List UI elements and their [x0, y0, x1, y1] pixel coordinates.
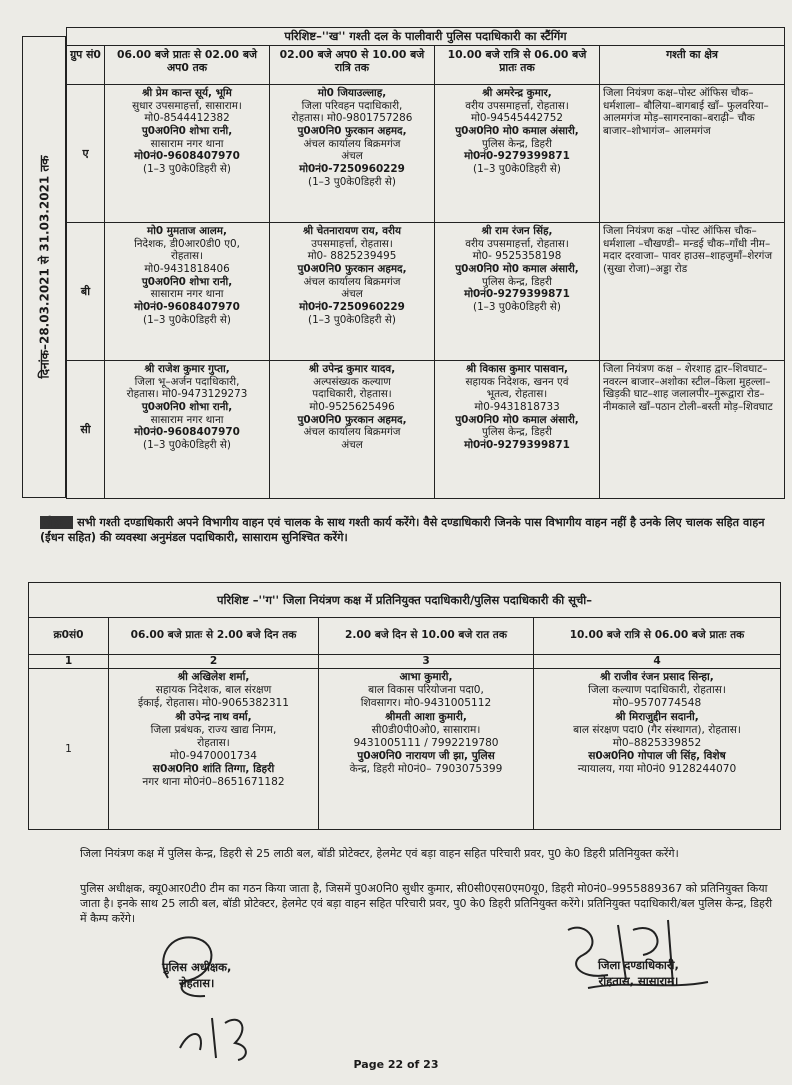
- officer-line: रोहतास। मो0-9473129273: [126, 388, 248, 401]
- col-header-shift1: 06.00 बजे प्रातः से 02.00 बजे अप0 तक: [105, 46, 270, 85]
- patrol-area: जिला नियंत्रण कक्ष–पोस्ट ऑफिस चौक–धर्मशाला– बौलिया–बागबाई खाँ– फुलवरिया–आलमगंज मोड़–सागरनाका–बराढ़ी– चौक बाजार–शोभागंज– आलमगंज: [600, 85, 785, 223]
- officer-cell: [435, 223, 600, 361]
- col-number: 4: [534, 655, 781, 669]
- officer-line: अंचल कार्यालय बिक्रमगंज: [303, 426, 401, 439]
- officer-line: मो0-9470001734: [169, 749, 258, 762]
- officer-line: स0अ0नि0 शांति तिग्गा, डिहरी: [152, 763, 275, 775]
- officer-cell: [105, 223, 270, 361]
- officer-line: सहायक निदेशक, बाल संरक्षण: [155, 684, 272, 697]
- officer-line: न्यायालय, गया मो0नं0 9128244070: [577, 763, 737, 775]
- officer-cell: [105, 85, 270, 223]
- signature-left-scribble: [150, 918, 310, 1068]
- officer-line: (1–3 पु0के0डिहरी से): [143, 163, 231, 176]
- officer-line: आभा कुमारी,: [399, 671, 453, 684]
- officer-line: पु0अ0नि0 फुरकान अहमद,: [297, 263, 407, 276]
- officer-line: रोहतास।: [170, 250, 204, 263]
- col-header-shift3: 10.00 बजे रात्रि से 06.00 बजे प्रातः तक: [534, 618, 781, 655]
- group-label: ए: [67, 85, 105, 223]
- officer-line: सासाराम नगर थाना: [150, 413, 224, 426]
- note-tag: नोट:–: [40, 516, 73, 529]
- officer-line: (1–3 पु0के0डिहरी से): [143, 313, 231, 326]
- officer-line: श्री चेतनारायण राय, वरीय: [302, 225, 402, 237]
- officer-line: श्रीमती आशा कुमारी,: [385, 710, 467, 723]
- officer-line: मो0 मुमताज आलम,: [147, 225, 227, 237]
- col-header-shift1: 06.00 बजे प्रातः से 2.00 बजे दिन तक: [109, 618, 319, 655]
- officer-line: वरीय उपसमाहर्त्ता, रोहतास।: [465, 99, 569, 112]
- signature-right-line: रोहतास, सासाराम।: [598, 973, 679, 988]
- officer-line: जिला भू–अर्जन पदाधिकारी,: [134, 375, 240, 388]
- officer-line: श्री उपेन्द्र कुमार यादव,: [308, 363, 396, 375]
- officer-line: पु0अ0नि0 मो0 कमाल अंसारी,: [455, 263, 579, 276]
- officer-line: मो0नं0-9608407970: [134, 150, 240, 163]
- col-header-shift3: 10.00 बजे रात्रि से 06.00 बजे प्रातः तक: [435, 46, 600, 85]
- officer-line: मो0नं0-7250960229: [299, 163, 405, 176]
- officer-cell: [319, 669, 534, 830]
- officer-line: पु0अ0नि0 मो0 कमाल अंसारी,: [455, 125, 579, 138]
- officer-line: मो0-9525625496: [309, 401, 395, 414]
- officer-line: स0अ0नि0 गोपाल जी सिंह, विशेष: [588, 749, 726, 762]
- officer-line: श्री प्रेम कान्त सूर्य, भूमि: [142, 87, 232, 99]
- officer-line: पु0अ0नि0 शोभा रानी,: [141, 401, 233, 414]
- patrol-area: जिला नियंत्रण कक्ष – शेरशाह द्वार–शिवघाट– नवरत्न बाजार–अशोका स्टील–किला मुहल्ला–खिड़की घाट–शाह जलालपीर–गुरूद्वारा रोड–नीमकाले खाँ–पठान टोली–बस्ती मोड़–शिवघाट: [600, 361, 785, 499]
- officer-line: जिला कल्याण पदाधिकारी, रोहतास।: [588, 684, 726, 697]
- group-label: बी: [67, 223, 105, 361]
- annex-c-title: परिशिष्ट –''ग'' जिला नियंत्रण कक्ष में प्रतिनियुक्त पदाधिकारी/पुलिस पदाधिकारी की सूची–: [29, 583, 781, 618]
- officer-line: अल्पसंख्यक कल्याण: [313, 375, 391, 388]
- officer-line: पुलिस केन्द्र, डिहरी: [482, 426, 552, 439]
- col-number: 2: [109, 655, 319, 669]
- table-row: [67, 223, 785, 361]
- note-text: सभी गश्ती दण्डाधिकारी अपने विभागीय वाहन एवं चालक के साथ गश्ती कार्य करेंगे। वैसे दण्डाधिकारी जिनके पास विभागीय वाहन नहीं है उनके लिए चालक सहित वाहन (ईंधन सहित) की व्यवस्था अनुमंडल पदाधिकारी, सासाराम सुनिश्चित करेंगे।: [40, 516, 765, 545]
- officer-line: मो0- 9525358198: [472, 250, 562, 263]
- officer-line: श्री राम रंजन सिंह,: [481, 225, 553, 237]
- officer-line: ईकाई, रोहतास। मो0-9065382311: [137, 697, 290, 710]
- officer-line: सासाराम नगर थाना: [150, 137, 224, 150]
- patrol-area: जिला नियंत्रण कक्ष –पोस्ट ऑफिस चौक– धर्मशाला –चौखण्डी– मन्डई चौक–गाँधी नीम–मदार दरवाजा– पावर हाउस–शाहजुमाँ–शेरगंज (सुखा रोजा)–अड्डा रोड: [600, 223, 785, 361]
- officer-line: पु0अ0नि0 नारायण जी झा, पुलिस: [357, 749, 495, 762]
- officer-line: पु0अ0नि0 फुरकान अहमद,: [297, 413, 407, 426]
- officer-line: श्री विकास कुमार पासवान,: [466, 363, 568, 375]
- officer-line: (1–3 पु0के0डिहरी से): [308, 175, 396, 188]
- officer-line: अंचल कार्यालय बिक्रमगंज: [303, 275, 401, 288]
- officer-line: अंचल कार्यालय बिक्रमगंज: [303, 137, 401, 150]
- officer-line: रोहतास।: [197, 736, 230, 749]
- officer-line: मो0 जियाउल्लाह,: [317, 87, 387, 99]
- officer-line: मो0-8544412382: [144, 112, 230, 125]
- group-label: सी: [67, 361, 105, 499]
- officer-line: मो0–9570774548: [612, 697, 702, 710]
- note-paragraph: [40, 515, 778, 546]
- signature-left-line: पुलिस अधीक्षक,: [162, 960, 232, 974]
- officer-line: मो0नं0-9279399871: [464, 439, 570, 452]
- table-row: [67, 85, 785, 223]
- officer-cell: [105, 361, 270, 499]
- officer-line: मो0- 8825239495: [307, 250, 397, 263]
- officer-line: केन्द्र, डिहरी मो0नं0– 7903075399: [349, 763, 503, 775]
- officer-line: 9431005111 / 7992219780: [353, 736, 499, 749]
- officer-line: मो0नं0-9608407970: [134, 426, 240, 439]
- officer-line: श्री राजीव रंजन प्रसाद सिन्हा,: [600, 671, 714, 684]
- officer-line: श्री उपेन्द्र नाथ वर्मा,: [175, 710, 252, 723]
- col-header-area: गश्ती का क्षेत्र: [600, 46, 785, 85]
- officer-line: (1–3 पु0के0डिहरी से): [143, 439, 231, 452]
- date-range-side-label: [22, 36, 66, 498]
- officer-line: मो0–8825339852: [612, 736, 702, 749]
- officer-line: श्री अखिलेश शर्मा,: [177, 671, 250, 684]
- paragraph-qrt-team: पुलिस अधीक्षक, क्यू0आर0टी0 टीम का गठन किया जाता है, जिसमें पु0अ0नि0 सुधीर कुमार, सी0सी0एस0एम0यू0, डिहरी मो0नं0–9955889367 को प्रतिनियुक्त किया जाता है। इनके साथ 25 लाठी बल, बॉडी प्रोटेक्टर, हेलमेट एवं बड़ा वाहन सहित परिचारी प्रवर, पु0 के0 डिहरी प्रतिनियुक्त करेंगे। प्रतिनियुक्त पदाधिकारी/बल पुलिस केन्द्र, डिहरी में कैम्प करेंगे।: [80, 882, 773, 925]
- officer-cell: [435, 85, 600, 223]
- officer-line: सहायक निदेशक, खनन एवं: [465, 375, 569, 388]
- col-header-shift2: 2.00 बजे दिन से 10.00 बजे रात तक: [319, 618, 534, 655]
- officer-line: पदाधिकारी, रोहतास।: [312, 388, 392, 401]
- officer-line: सुधार उपसमाहर्त्ता, सासाराम।: [132, 99, 242, 112]
- officer-line: श्री राजेश कुमार गुप्ता,: [144, 363, 230, 375]
- officer-line: रोहतास। मो0-9801757286: [291, 112, 413, 125]
- serial-number: 1: [29, 669, 109, 830]
- officer-line: मो0-94545442752: [471, 112, 563, 125]
- officer-line: उपसमाहर्त्ता, रोहतास।: [311, 237, 393, 250]
- officer-line: पु0अ0नि0 फुरकान अहमद,: [297, 125, 407, 138]
- col-number: 1: [29, 655, 109, 669]
- signature-right: [598, 958, 679, 989]
- officer-line: मो0-9431818733: [474, 401, 560, 414]
- officer-line: भूतत्व, रोहतास।: [486, 388, 548, 401]
- annex-b-title: परिशिष्ट–''ख'' गश्ती दल के पालीवारी पुलिस पदाधिकारी का स्टैंगिंग: [67, 28, 785, 46]
- date-range-text: दिनांक–28.03.2021 से 31.03.2021 तक: [37, 155, 52, 379]
- col-number: 3: [319, 655, 534, 669]
- officer-line: मो0नं0-9608407970: [134, 301, 240, 314]
- officer-line: पु0अ0नि0 शोभा रानी,: [141, 125, 233, 138]
- officer-line: पु0अ0नि0 शोभा रानी,: [141, 275, 233, 288]
- officer-line: मो0नं0-9279399871: [464, 150, 570, 163]
- signature-left: [162, 960, 231, 991]
- table-row: [67, 361, 785, 499]
- officer-line: बाल विकास परियोजना पदा0,: [368, 684, 484, 697]
- signature-right-line: जिला दण्डाधिकारी,: [598, 958, 679, 972]
- officer-line: निदेशक, डी0आर0डी0 ए0,: [134, 237, 240, 250]
- table-row: [29, 669, 781, 830]
- officer-cell: [270, 85, 435, 223]
- paragraph-control-room-force: जिला नियंत्रण कक्ष में पुलिस केन्द्र, डिहरी से 25 लाठी बल, बॉडी प्रोटेक्टर, हेलमेट एवं बड़ा वाहन सहित परिचारी प्रवर, पु0 के0 डिहरी प्रतिनियुक्त करेंगे।: [80, 847, 679, 860]
- officer-cell: [270, 223, 435, 361]
- officer-cell: [435, 361, 600, 499]
- signature-left-line: रोहतास।: [178, 975, 215, 990]
- officer-line: पु0अ0नि0 मो0 कमाल अंसारी,: [455, 413, 579, 426]
- officer-line: शिवसागर। मो0-9431005112: [360, 697, 492, 710]
- col-header-serial: क्र0सं0: [29, 618, 109, 655]
- officer-line: जिला परिवहन पदाधिकारी,: [301, 99, 403, 112]
- officer-cell: [109, 669, 319, 830]
- officer-line: अंचल: [341, 150, 363, 163]
- officer-line: मो0नं0-7250960229: [299, 301, 405, 314]
- officer-line: श्री अमरेन्द्र कुमार,: [482, 87, 552, 99]
- officer-line: पुलिस केन्द्र, डिहरी: [482, 137, 552, 150]
- officer-line: अंचल: [341, 439, 363, 452]
- officer-line: (1–3 पु0के0डिहरी से): [473, 301, 561, 314]
- officer-line: मो0नं0-9279399871: [464, 288, 570, 301]
- annex-c-table: [28, 582, 781, 830]
- officer-line: जिला प्रबंधक, राज्य खाद्य निगम,: [150, 723, 277, 736]
- officer-line: वरीय उपसमाहर्त्ता, रोहतास।: [465, 237, 569, 250]
- officer-line: बाल संरक्षण पदा0 (गैर संस्थागत), रोहतास।: [573, 723, 741, 736]
- officer-line: (1–3 पु0के0डिहरी से): [473, 163, 561, 176]
- officer-line: अंचल: [341, 288, 363, 301]
- officer-line: सी0डी0पी0ओ0, सासाराम।: [371, 723, 481, 736]
- col-header-group: ग्रुप सं0: [67, 46, 105, 85]
- page-number: Page 22 of 23: [353, 1058, 439, 1071]
- officer-line: पुलिस केन्द्र, डिहरी: [482, 275, 552, 288]
- officer-line: श्री मिराजुद्दीन सदानी,: [615, 710, 699, 723]
- officer-line: नगर थाना मो0नं0–8651671182: [142, 776, 285, 789]
- col-header-shift2: 02.00 बजे अप0 से 10.00 बजे रात्रि तक: [270, 46, 435, 85]
- officer-line: (1–3 पु0के0डिहरी से): [308, 313, 396, 326]
- officer-line: मो0-9431818406: [144, 263, 230, 276]
- officer-line: सासाराम नगर थाना: [150, 288, 224, 301]
- officer-cell: [270, 361, 435, 499]
- officer-cell: [534, 669, 781, 830]
- annex-b-table: [66, 27, 785, 499]
